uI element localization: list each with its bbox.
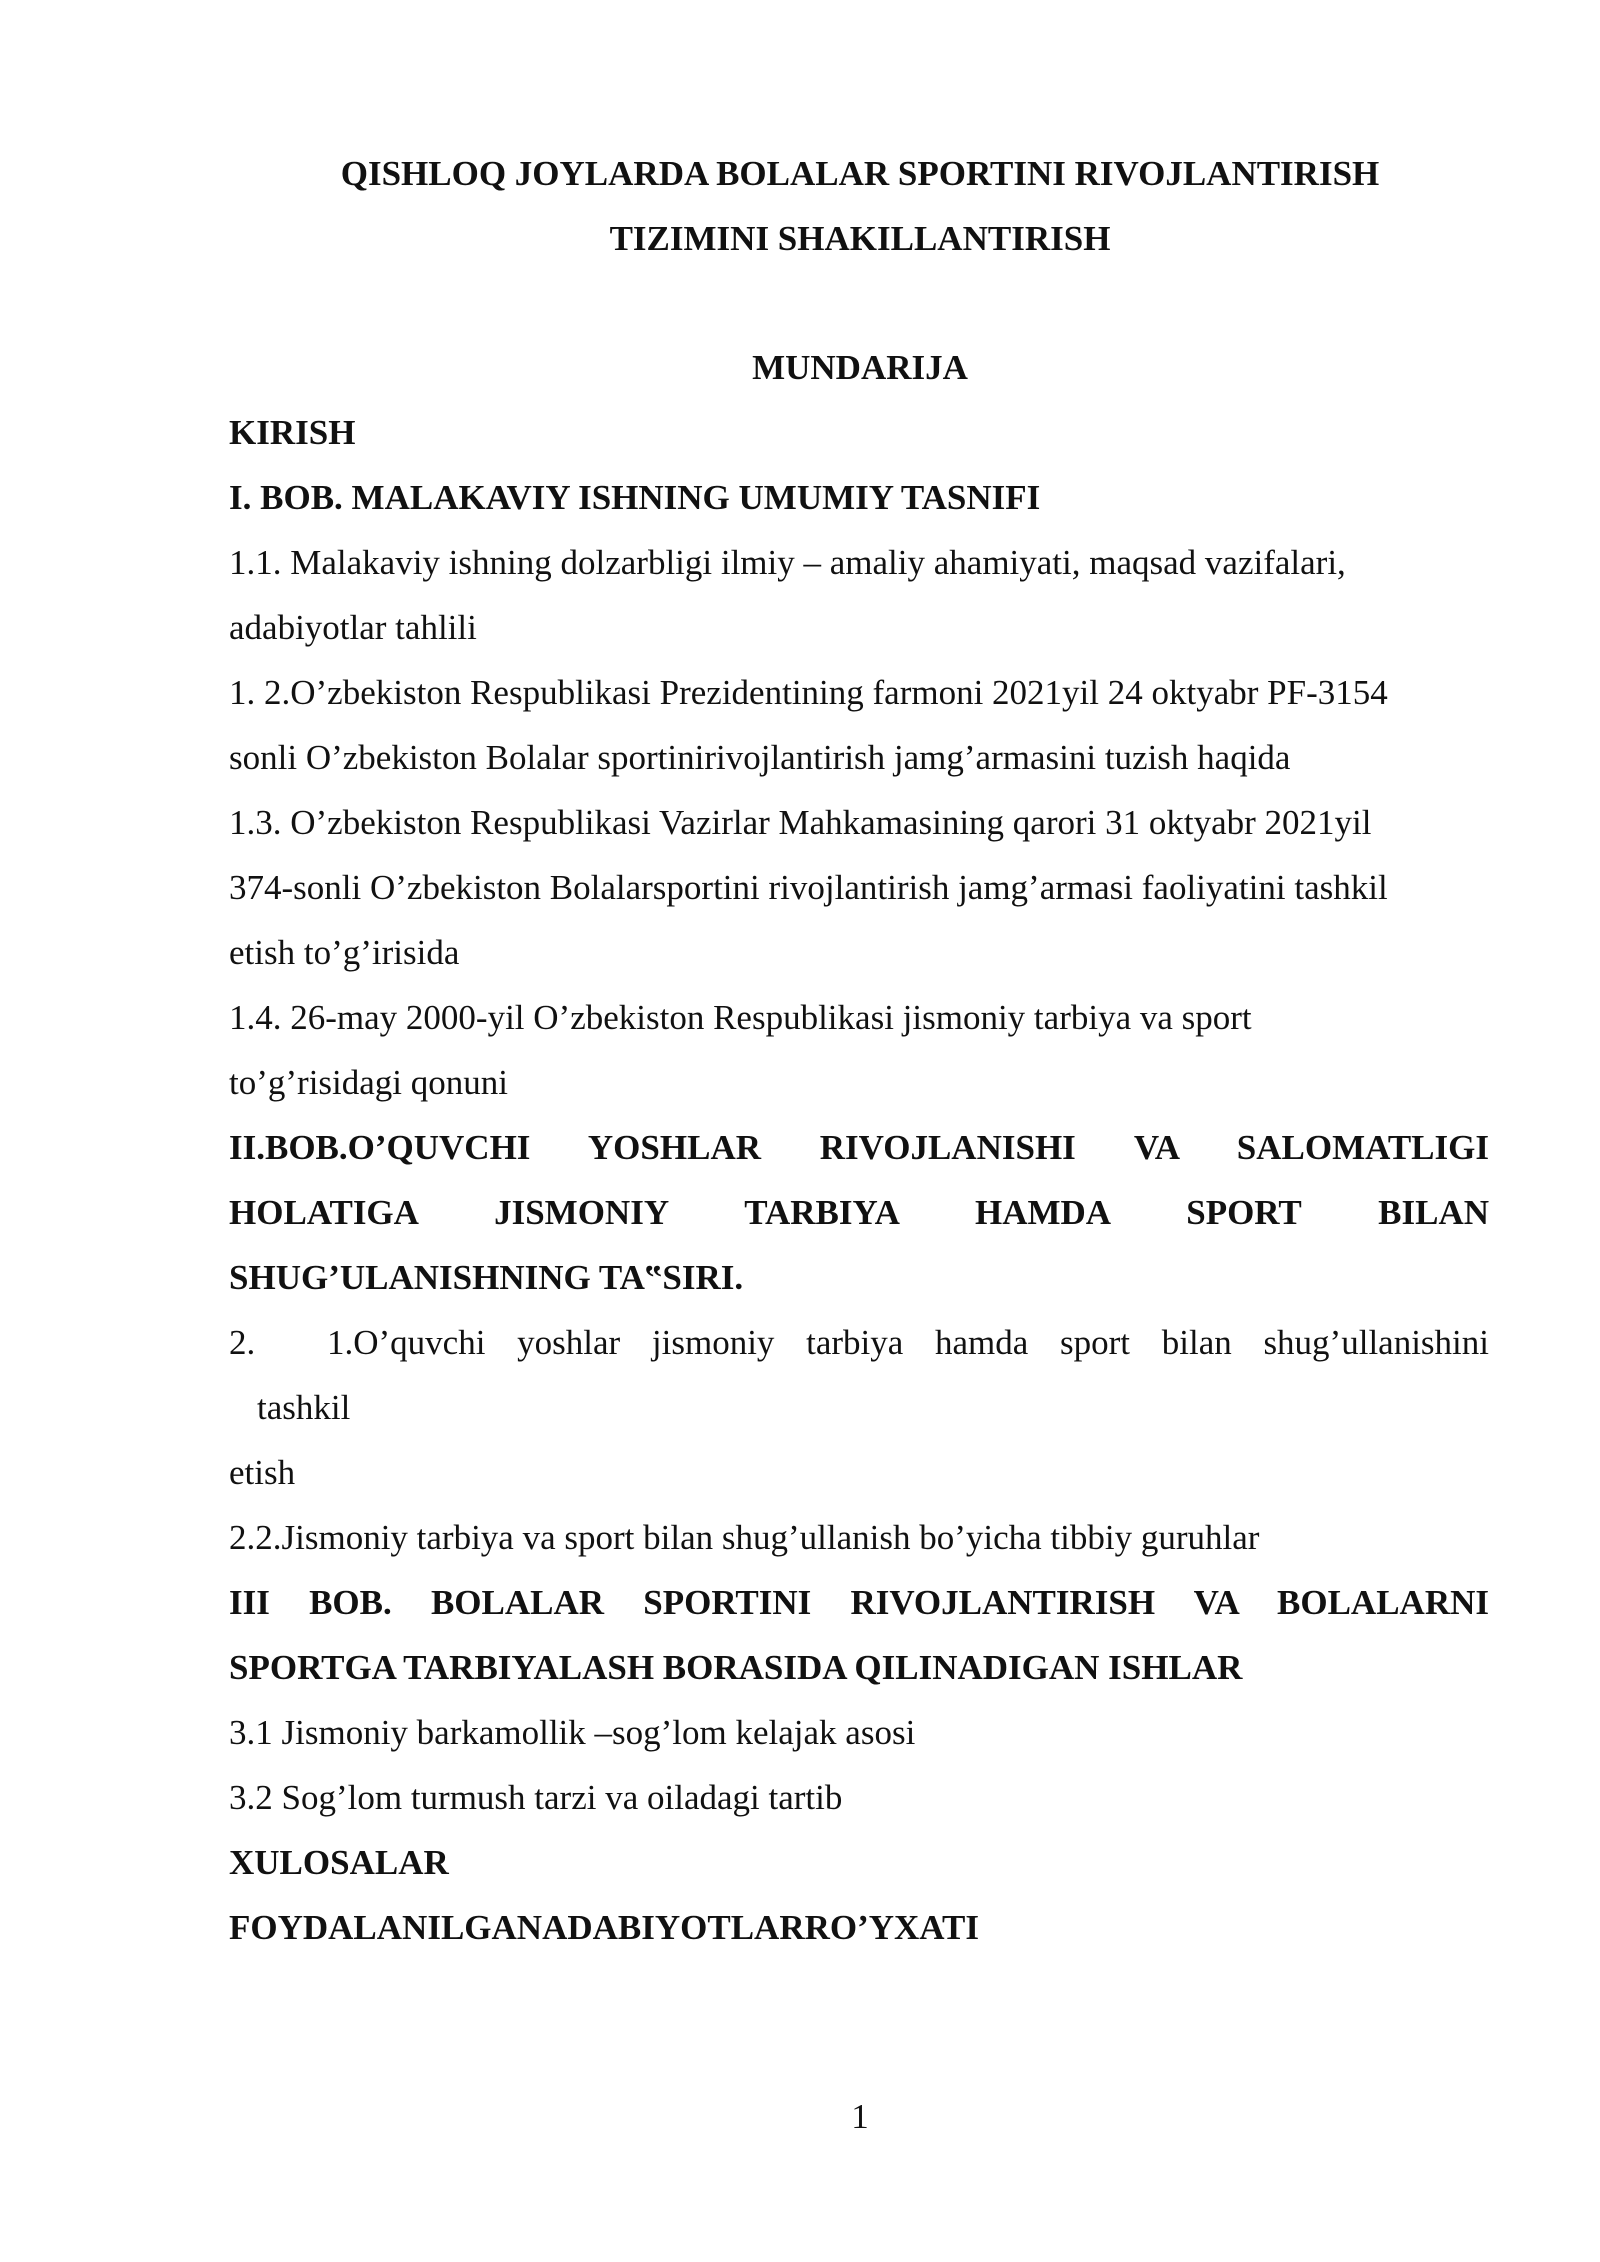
chapter-2-title-line-3: SHUG’ULANISHNING TA‟SIRI. (229, 1258, 744, 1297)
toc-item-2-1-text: 1.O’quvchi yoshlar jismoniy tarbiya hamda sport bilan shug’ullanishini (327, 1323, 1489, 1362)
toc-item-1-3-line-2: 374-sonli O’zbekiston Bolalarsportini rivojlantirish jamg’armasi faoliyatini tashkil (229, 868, 1388, 907)
contents-heading: MUNDARIJA (752, 348, 968, 387)
toc-item-2-1-continuation-2: etish (229, 1453, 296, 1492)
toc-item-1-3-line-1: 1.3. O’zbekiston Respublikasi Vazirlar Mahkamasining qarori 31 oktyabr 2021yil (229, 803, 1372, 842)
conclusions-entry: XULOSALAR (229, 1843, 449, 1882)
intro-entry: KIRISH (229, 413, 356, 452)
toc-item-2-1-continuation-1: tashkil (257, 1388, 351, 1427)
toc-item-1-2-line-2: sonli O’zbekiston Bolalar sportinirivojlantirish jamg’armasini tuzish haqida (229, 738, 1291, 777)
toc-item-1-4-line-1: 1.4. 26-may 2000-yil O’zbekiston Respublikasi jismoniy tarbiya va sport (229, 998, 1252, 1037)
chapter-3-title-line-2: SPORTGA TARBIYALASH BORASIDA QILINADIGAN ISHLAR (229, 1648, 1243, 1687)
chapter-2-title-line-2: HOLATIGA JISMONIY TARBIYA HAMDA SPORT BILAN (229, 1193, 1489, 1232)
chapter-3-title-line-1: III BOB. BOLALAR SPORTINI RIVOJLANTIRISH VA BOLALARNI (229, 1583, 1489, 1622)
page-number: 1 (851, 2097, 869, 2136)
document-title-line-1: QISHLOQ JOYLARDA BOLALAR SPORTINI RIVOJLANTIRISH (340, 154, 1380, 193)
toc-item-1-4-line-2: to’g’risidagi qonuni (229, 1063, 508, 1102)
toc-item-1-3-line-3: etish to’g’irisida (229, 933, 460, 972)
toc-item-3-1: 3.1 Jismoniy barkamollik –sog’lom kelajak asosi (229, 1713, 916, 1752)
toc-item-1-1-line-1: 1.1. Malakaviy ishning dolzarbligi ilmiy – amaliy ahamiyati, maqsad vazifalari, (229, 543, 1346, 582)
chapter-1-title: I. BOB. MALAKAVIY ISHNING UMUMIY TASNIFI (229, 478, 1041, 517)
toc-item-1-1-line-2: adabiyotlar tahlili (229, 608, 477, 647)
document-title-line-2: TIZIMINI SHAKILLANTIRISH (609, 219, 1111, 258)
toc-item-1-2-line-1: 1. 2.O’zbekiston Respublikasi Prezidentining farmoni 2021yil 24 oktyabr PF-3154 (229, 673, 1388, 712)
toc-item-2-2: 2.2.Jismoniy tarbiya va sport bilan shug’ullanish bo’yicha tibbiy guruhlar (229, 1518, 1260, 1557)
chapter-2-title-line-1: II.BOB.O’QUVCHI YOSHLAR RIVOJLANISHI VA SALOMATLIGI (229, 1128, 1489, 1167)
toc-item-2-1-number: 2. (229, 1323, 256, 1362)
toc-item-3-2: 3.2 Sog’lom turmush tarzi va oiladagi tartib (229, 1778, 843, 1817)
references-entry: FOYDALANILGANADABIYOTLARRO’YXATI (229, 1908, 979, 1947)
